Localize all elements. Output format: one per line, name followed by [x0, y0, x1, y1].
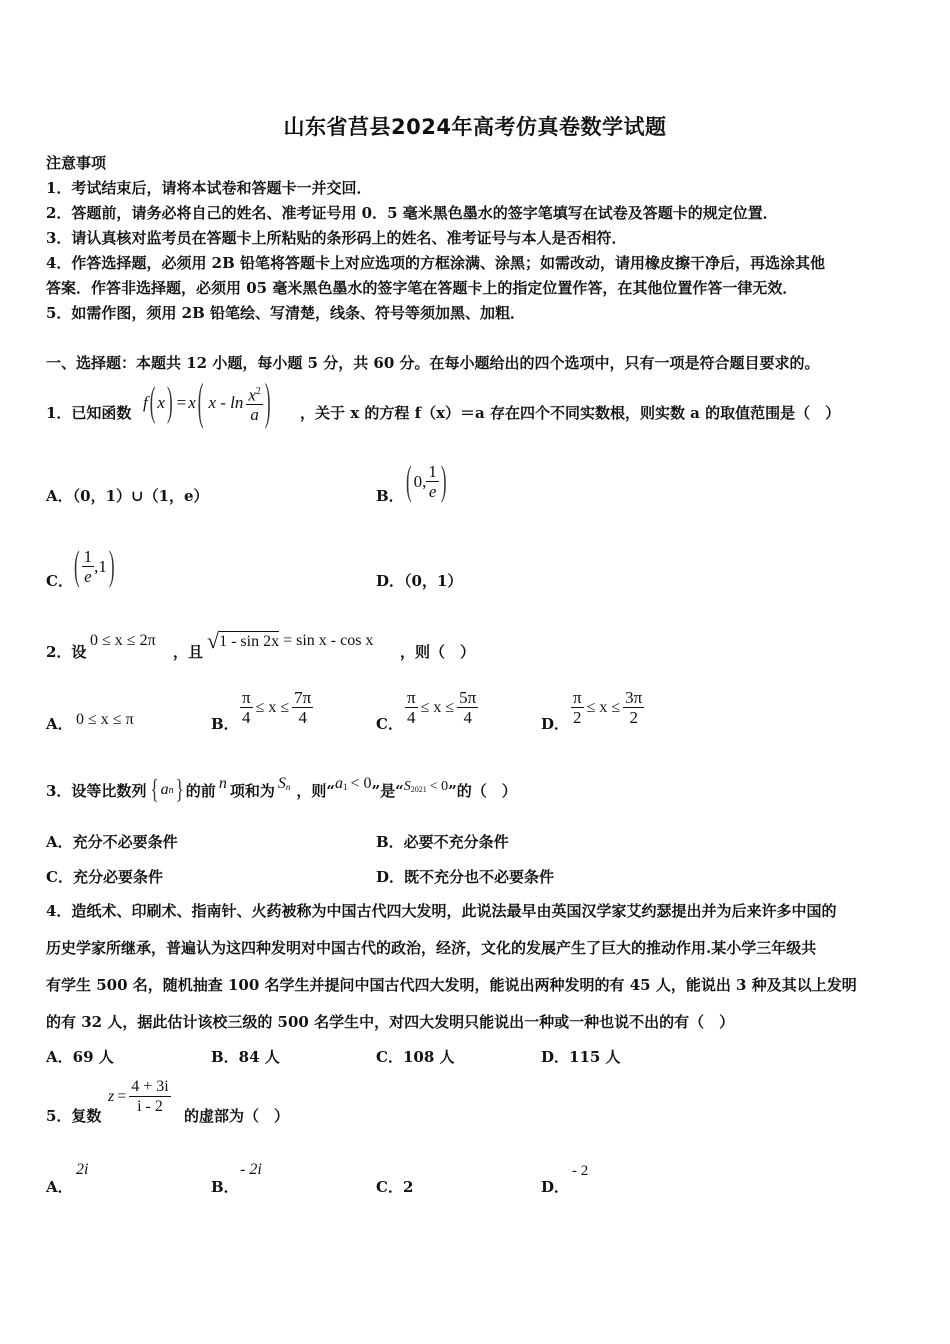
q2-option-b-label: B． [211, 715, 239, 733]
q5-option-c: C．2 [376, 1178, 414, 1196]
q2-prefix: 2．设 [46, 643, 87, 661]
q2-equation: √ 1 - sin 2x = sin x - cos x [207, 628, 374, 653]
q4-line-2: 历史学家所继承，普遍认为这四种发明对中国古代的政治，经济，文化的发展产生了巨大的推动作用.某小学三年级共 [46, 939, 817, 957]
q1-suffix: ，关于 x 的方程 f（x）＝a 存在四个不同实数根，则实数 a 的取值范围是（ ） [300, 404, 841, 422]
q1-option-c-label: C． [46, 572, 73, 590]
notice-heading: 注意事项 [46, 154, 107, 172]
q1-function-expr: f ( x ) = x ( x - ln $\frac{x^2}{a}$ ) [143, 373, 271, 430]
q4-line-4: 的有 32 人，据此估计该校三级的 500 名学生中，对四大发明只能说出一种或一种也说不出的有（ ） [46, 1013, 735, 1031]
q5-suffix: 的虚部为（ ） [184, 1107, 290, 1125]
page-title: 山东省莒县2024年高考仿真卷数学试题 [283, 115, 667, 139]
q3-option-d: D．既不充分也不必要条件 [376, 868, 555, 886]
q2-option-a-label: A． [46, 715, 73, 733]
q5-prefix: 5．复数 [46, 1107, 102, 1125]
notice-item-4-cont: 答案．作答非选择题，必须用 05 毫米黑色墨水的签字笔在答题卡上的指定位置作答，在其他位置作答一律无效． [46, 279, 798, 297]
q3-option-c: C．充分必要条件 [46, 868, 163, 886]
q4-line-3: 有学生 500 名，随机抽查 100 名学生并提问中国古代四大发明，能说出两种发明的有 45 人，能说出 3 种及其以上发明 [46, 976, 857, 994]
q2-suffix: ，则（ ） [400, 643, 476, 661]
q2-option-c-expr: $\frac{\pi}{4}$ ≤ x ≤ $\frac{5\pi}{4}$ [407, 688, 477, 727]
q2-option-d-label: D． [541, 715, 570, 733]
q1-prefix: 1．已知函数 [46, 404, 132, 422]
q2-mid: ，且 [173, 643, 204, 661]
q4-option-d: D．115 人 [541, 1048, 621, 1066]
q2-option-a-expr: 0 ≤ x ≤ π [76, 711, 134, 728]
q1-option-b-expr: ( 0, $\frac{1}{e}$ ) [406, 457, 447, 504]
q2-option-c-label: C． [376, 715, 403, 733]
q5-option-b-label: B． [211, 1178, 239, 1196]
q4-option-c: C．108 人 [376, 1048, 455, 1066]
notice-item-3: 3．请认真核对监考员在答题卡上所粘贴的条形码上的姓名、准考证号与本人是否相符． [46, 229, 627, 247]
notice-item-5: 5．如需作图，须用 2B 铅笔绘、写清楚，线条、符号等须加黑、加粗． [46, 304, 525, 322]
q2-option-b-expr: $\frac{\pi}{4}$ ≤ x ≤ $\frac{7\pi}{4}$ [242, 688, 312, 727]
q5-option-b-value: - 2i [240, 1161, 262, 1178]
q1-option-c-expr: ( $\frac{1}{e}$ ,1 ) [74, 542, 115, 589]
notice-item-1: 1．考试结束后，请将本试卷和答题卡一并交回． [46, 179, 372, 197]
q5-option-d-value: - 2 [572, 1163, 589, 1179]
q2-range: 0 ≤ x ≤ 2π [90, 632, 156, 649]
q3-option-b: B．必要不充分条件 [376, 833, 509, 851]
notice-item-4: 4．作答选择题，必须用 2B 铅笔将答题卡上对应选项的方框涂满、涂黑；如需改动，请用橡皮擦干净后，再选涂其他 [46, 254, 826, 272]
q5-option-a-value: 2i [76, 1161, 89, 1178]
q2-option-d-expr: $\frac{\pi}{2}$ ≤ x ≤ $\frac{3\pi}{2}$ [573, 688, 643, 727]
q4-option-a: A．69 人 [46, 1048, 114, 1066]
q1-option-a: A．（0，1）∪（1，e） [46, 487, 209, 505]
q4-line-1: 4．造纸术、印刷术、指南针、火药被称为中国古代四大发明，此说法最早由英国汉学家艾约瑟提出并为后来许多中国的 [46, 902, 837, 920]
q1-option-d: D．（0，1） [376, 572, 463, 590]
q5-expr: z = $\frac{4 + 3i}{i - 2}$ [108, 1078, 169, 1115]
q4-option-b: B．84 人 [211, 1048, 280, 1066]
notice-item-2: 2．答题前，请务必将自己的姓名、准考证号用 0．5 毫米黑色墨水的签字笔填写在试卷及答题卡的规定位置． [46, 204, 778, 222]
q3-stem: 3．设等比数列 { a n } 的前 n 项和为 S $_n$ ，则“ a $_1$ < 0 ”是“ S $_{2021}$ < 0 ”的（ ） [46, 774, 517, 805]
q5-option-d-label: D． [541, 1178, 570, 1196]
section-heading: 一、选择题：本题共 12 小题，每小题 5 分，共 60 分。在每小题给出的四个选项中，只有一项是符合题目要求的。 [46, 354, 820, 372]
q5-option-a-label: A． [46, 1178, 73, 1196]
q3-option-a: A．充分不必要条件 [46, 833, 178, 851]
q1-option-b-label: B． [376, 487, 404, 505]
